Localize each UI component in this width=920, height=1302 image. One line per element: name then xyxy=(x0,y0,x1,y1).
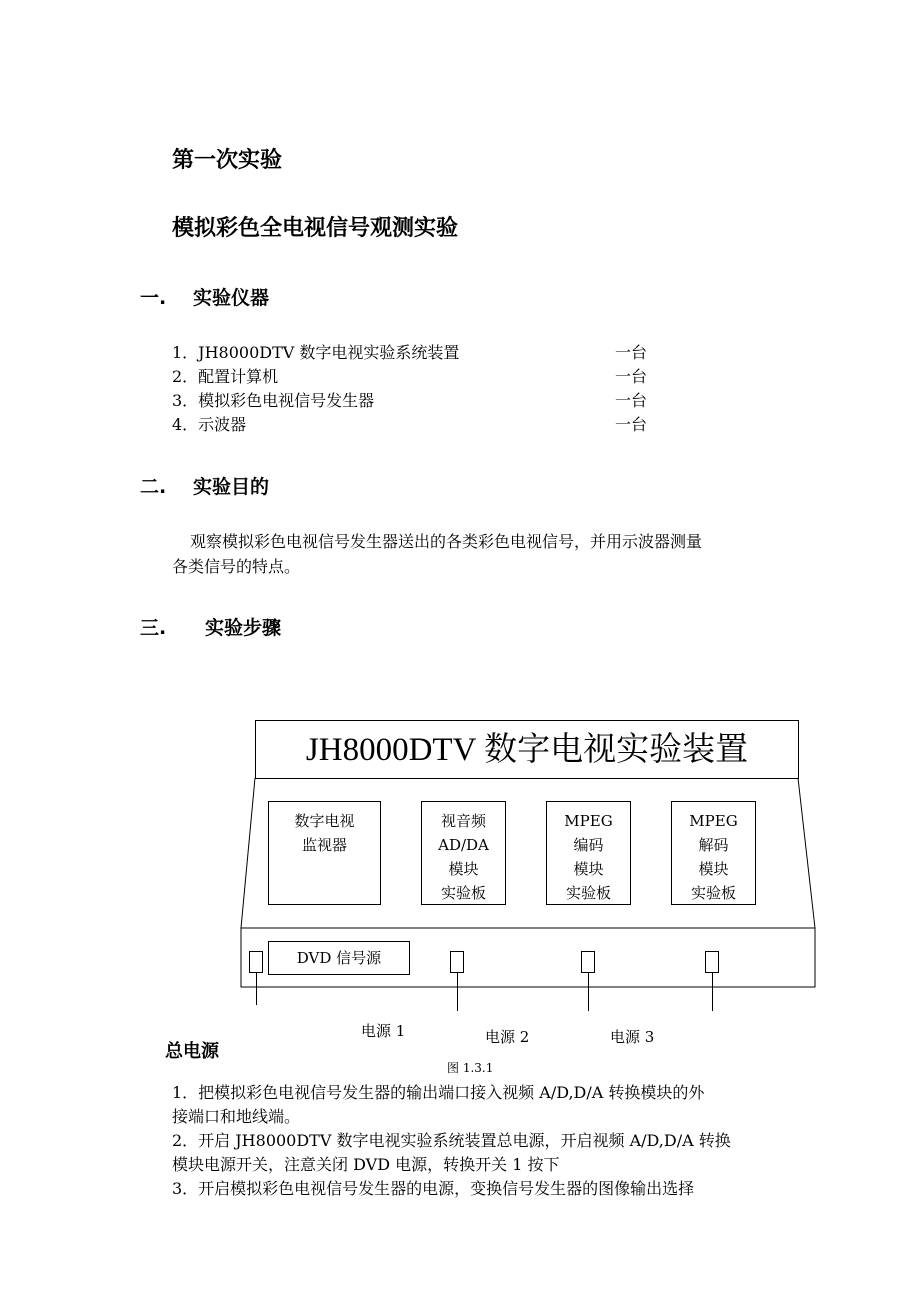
module-label: 监视器 xyxy=(301,836,347,854)
mpeg-encoder-module-box xyxy=(546,801,631,905)
module-label: 实验板 xyxy=(690,884,736,902)
module-label: 实验板 xyxy=(565,884,611,902)
module-label: 模块 xyxy=(573,860,604,878)
section-num-1: 一. xyxy=(140,287,167,309)
step-line: 3．开启模拟彩色电视信号发生器的电源，变换信号发生器的图像输出选择 xyxy=(172,1179,695,1198)
equipment-item-name: 1．JH8000DTV 数字电视实验系统装置 xyxy=(172,343,460,362)
step-line: 接端口和地线端。 xyxy=(172,1107,301,1126)
main-power-label: 总电源 xyxy=(165,1041,219,1062)
main-power-switch xyxy=(249,951,263,973)
module-label: MPEG xyxy=(564,812,613,830)
equipment-item-name: 4．示波器 xyxy=(172,415,247,434)
adda-module-box xyxy=(421,801,506,905)
figure-caption: 图 1.3.1 xyxy=(447,1061,494,1075)
power-switch-2 xyxy=(581,951,595,973)
equipment-item-qty: 一台 xyxy=(615,415,648,434)
module-label: AD/DA xyxy=(438,836,489,854)
section-title-2: 实验目的 xyxy=(193,476,270,498)
power-switch-3 xyxy=(705,951,719,973)
module-label: 解码 xyxy=(698,836,729,854)
equipment-item-qty: 一台 xyxy=(615,343,648,362)
module-label: 模块 xyxy=(448,860,479,878)
section-num-3: 三. xyxy=(140,617,167,639)
power-label-3: 电源 3 xyxy=(610,1028,655,1046)
power-lead-1 xyxy=(457,973,458,1011)
module-label: MPEG xyxy=(689,812,738,830)
step-line: 2．开启 JH8000DTV 数字电视实验系统装置总电源，开启视频 A/D,D/A 转换 xyxy=(172,1131,731,1150)
equipment-item-name: 3．模拟彩色电视信号发生器 xyxy=(172,391,375,410)
equipment-item-qty: 一台 xyxy=(615,391,648,410)
module-label: 实验板 xyxy=(440,884,486,902)
doc-title: 第一次实验 xyxy=(172,148,283,173)
step-line: 模块电源开关，注意关闭 DVD 电源，转换开关 1 按下 xyxy=(172,1155,560,1174)
module-label: 模块 xyxy=(698,860,729,878)
monitor-module-box xyxy=(268,801,381,905)
section-title-3: 实验步骤 xyxy=(205,617,282,639)
mpeg-decoder-module-box xyxy=(671,801,756,905)
dvd-source-label: DVD 信号源 xyxy=(296,949,382,967)
step-line: 1．把模拟彩色电视信号发生器的输出端口接入视频 A/D,D/A 转换模块的外 xyxy=(172,1083,705,1102)
power-lead-2 xyxy=(588,973,589,1011)
power-label-1: 电源 1 xyxy=(361,1022,406,1040)
section-title-1: 实验仪器 xyxy=(193,287,270,309)
diagram-header-box xyxy=(255,720,799,779)
module-label: 编码 xyxy=(573,836,604,854)
diagram-header-text: JH8000DTV 数字电视实验装置 xyxy=(305,732,749,768)
section-num-2: 二. xyxy=(140,476,167,498)
experiment-title: 模拟彩色全电视信号观测实验 xyxy=(172,216,459,241)
dvd-source-box xyxy=(268,941,410,975)
module-label: 数字电视 xyxy=(294,812,355,830)
purpose-line-2: 各类信号的特点。 xyxy=(172,557,301,576)
equipment-item-qty: 一台 xyxy=(615,367,648,386)
power-switch-1 xyxy=(450,951,464,973)
power-label-2: 电源 2 xyxy=(485,1028,530,1046)
equipment-item-name: 2．配置计算机 xyxy=(172,367,279,386)
purpose-line-1: 观察模拟彩色电视信号发生器送出的各类彩色电视信号，并用示波器测量 xyxy=(190,532,703,551)
power-lead-3 xyxy=(712,973,713,1011)
main-power-lead xyxy=(256,973,257,1005)
module-label: 视音频 xyxy=(440,812,486,830)
